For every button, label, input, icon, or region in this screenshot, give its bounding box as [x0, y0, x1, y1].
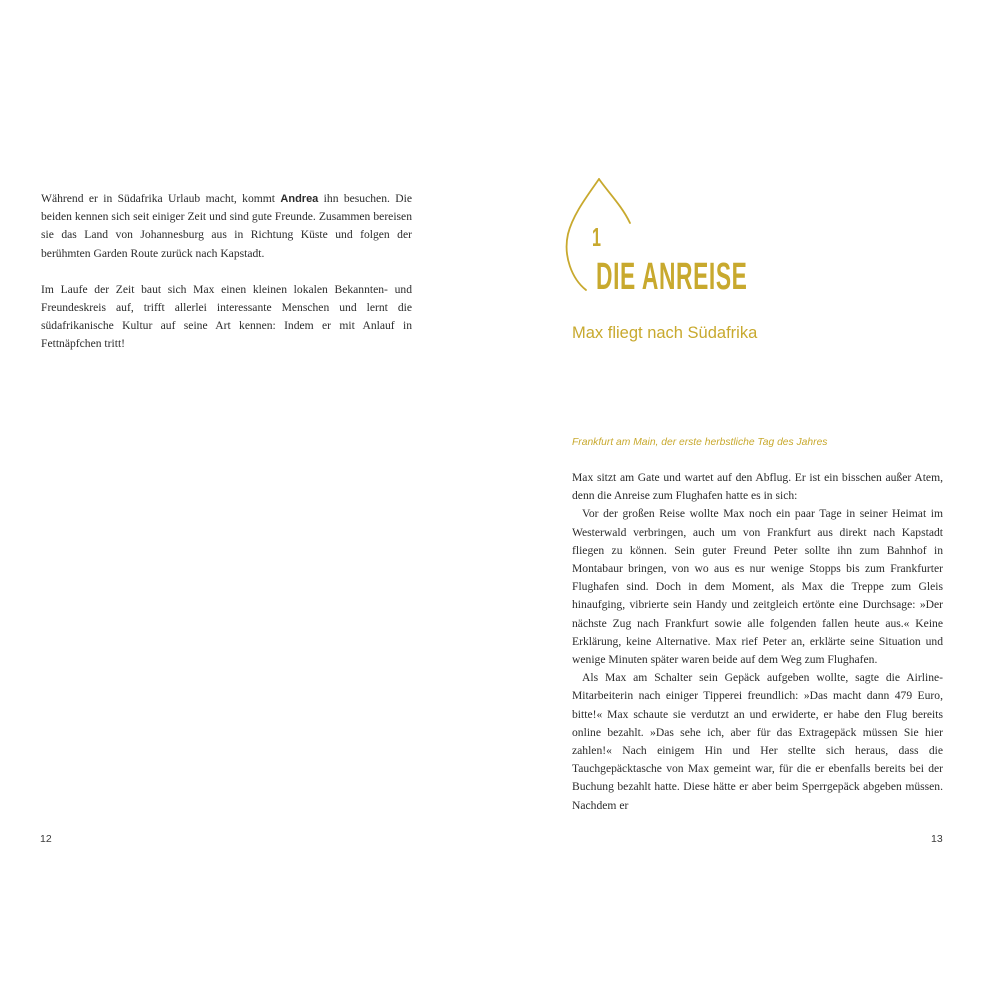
right-page-body [572, 469, 943, 815]
page-number-left: 12 [40, 833, 52, 845]
chapter-number: 1 [592, 222, 602, 252]
character-name: Andrea [280, 193, 319, 205]
paragraph-text: ihn besuchen. Die beiden kennen sich seit einiger Zeit und sind gute Freunde. Zusammen bereisen sie das Land von Johannesburg aus in Richtung Küste und folgen der berühmten Garden Route zurück nach Kapstadt. [41, 192, 412, 260]
right-paragraph-1: Max sitzt am Gate und wartet auf den Abflug. Er ist ein bisschen außer Atem, denn die Anreise zum Flughafen hatte es in sich: [572, 471, 943, 503]
right-paragraph-2: Vor der großen Reise wollte Max noch ein paar Tage in seiner Heimat im Westerwald verbringen, auch um von Frankfurt aus direkt nach Kapstadt fliegen zu können. Sein guter Freund Peter sollte ihn zum Bahnhof in Montabaur bringen, von wo aus es nur wenige Stopps bis zum Frankfurter Flughafen sind. Doch in dem Moment, als Max die Treppe zum Gleis hinaufging, vibrierte sein Handy und zeitgleich ertönte eine Durchsage: »Der nächste Zug nach Frankfurt sowie alle folgenden fallen heute aus.« Keine Erklärung, keine Alternative. Max rief Peter an, erklärte seine Situation und wenige Minuten später waren beide auf dem Weg zum Flughafen. [572, 507, 943, 667]
left-page-body [41, 190, 412, 354]
paragraph-text: Während er in Südafrika Urlaub macht, kommt [41, 192, 281, 205]
place-and-time-line: Frankfurt am Main, der erste herbstliche Tag des Jahres [572, 437, 828, 448]
right-paragraph-3: Als Max am Schalter sein Gepäck aufgeben wollte, sagte die Airline-Mitarbeiterin nach einiger Tipperei freundlich: »Das macht dann 479 Euro, bitte!« Max schaute sie verdutzt an und erwiderte, er habe den Flug bereits online bezahlt. »Das sehe ich, aber für das Extragepäck müssen Sie hier zahlen!« Nach einigem Hin und Her stellte sich heraus, dass die Tauchgepäcktasche von Max gemeint war, für die er ebenfalls bereits bei der Buchung bezahlt hatte. Diese hätte er aber beim Sperrgepäck abgeben müssen. Nachdem er [572, 671, 943, 812]
chapter-subtitle: Max fliegt nach Südafrika [572, 324, 758, 342]
chapter-title: DIE ANREISE [596, 256, 748, 298]
left-paragraph-2: Im Laufe der Zeit baut sich Max einen kleinen lokalen Bekannten- und Freundeskreis auf, trifft allerlei interessante Menschen und lernt die südafrikanische Kultur auf seine Art kennen: Indem er mit Anlauf in Fettnäpfchen tritt! [41, 282, 412, 351]
page-number-right: 13 [931, 833, 943, 845]
left-paragraph-1 [41, 190, 412, 263]
